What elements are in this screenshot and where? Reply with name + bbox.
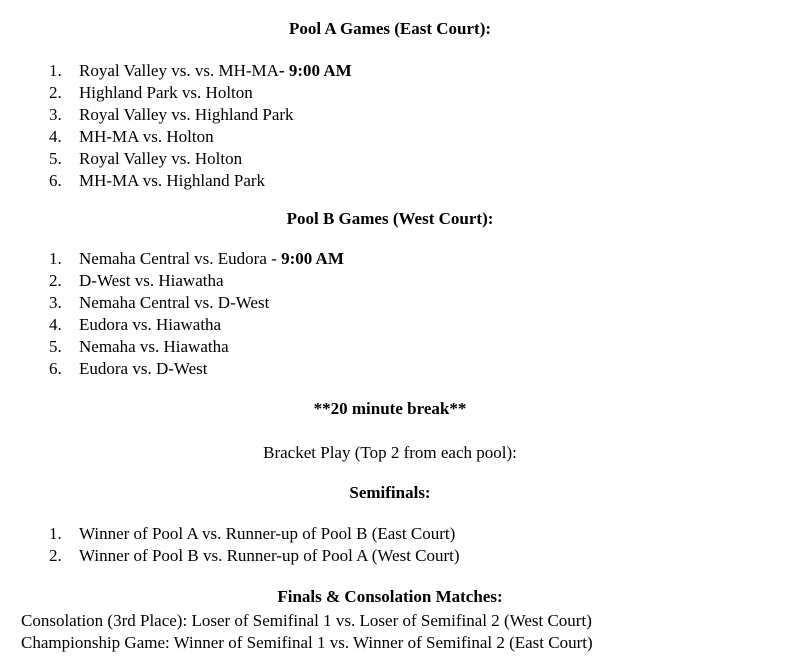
matchup: Eudora vs. D-West bbox=[79, 359, 208, 378]
list-number: 5. bbox=[49, 149, 62, 168]
list-number: 3. bbox=[49, 293, 62, 312]
matchup: Winner of Pool A vs. Runner-up of Pool B (East Court) bbox=[79, 524, 456, 543]
matchup: Winner of Pool B vs. Runner-up of Pool A (West Court) bbox=[79, 546, 460, 565]
list-number: 2. bbox=[49, 546, 62, 565]
matchup: Highland Park vs. Holton bbox=[79, 83, 253, 102]
matchup: Royal Valley vs. Highland Park bbox=[79, 105, 294, 124]
list-number: 6. bbox=[49, 171, 62, 190]
start-time: 9:00 AM bbox=[288, 61, 352, 80]
matchup: Nemaha Central vs. D-West bbox=[79, 293, 270, 312]
time-separator: - bbox=[266, 249, 282, 268]
bracket-intro: Bracket Play (Top 2 from each pool): bbox=[263, 443, 517, 462]
finals-heading: Finals & Consolation Matches: bbox=[277, 587, 503, 606]
matchup: Nemaha Central vs. Eudora bbox=[79, 249, 267, 268]
list-number: 2. bbox=[49, 271, 62, 290]
semifinals-heading: Semifinals: bbox=[349, 483, 431, 502]
list-number: 1. bbox=[49, 249, 62, 268]
time-separator: - bbox=[278, 61, 289, 80]
consolation-line: Consolation (3rd Place): Loser of Semifinal 1 vs. Loser of Semifinal 2 (West Court) bbox=[21, 611, 592, 630]
list-number: 4. bbox=[49, 315, 62, 334]
matchup: Eudora vs. Hiawatha bbox=[79, 315, 222, 334]
list-number: 1. bbox=[49, 61, 62, 80]
pool-b-heading: Pool B Games (West Court): bbox=[286, 209, 494, 228]
matchup: Royal Valley vs. Holton bbox=[79, 149, 243, 168]
list-number: 3. bbox=[49, 105, 62, 124]
matchup: D-West vs. Hiawatha bbox=[79, 271, 224, 290]
game-text bbox=[79, 60, 352, 82]
matchup: MH-MA vs. Highland Park bbox=[79, 171, 266, 190]
break-notice: **20 minute break** bbox=[313, 399, 467, 418]
matchup: Royal Valley vs. vs. MH-MA bbox=[79, 61, 279, 80]
championship-line: Championship Game: Winner of Semifinal 1 vs. Winner of Semifinal 2 (East Court) bbox=[21, 633, 593, 652]
list-number: 5. bbox=[49, 337, 62, 356]
matchup: Nemaha vs. Hiawatha bbox=[79, 337, 229, 356]
game-text bbox=[79, 248, 344, 270]
list-number: 2. bbox=[49, 83, 62, 102]
matchup: MH-MA vs. Holton bbox=[79, 127, 214, 146]
list-number: 6. bbox=[49, 359, 62, 378]
pool-a-heading: Pool A Games (East Court): bbox=[288, 19, 492, 38]
start-time: 9:00 AM bbox=[281, 249, 344, 268]
list-number: 1. bbox=[49, 524, 62, 543]
list-number: 4. bbox=[49, 127, 62, 146]
